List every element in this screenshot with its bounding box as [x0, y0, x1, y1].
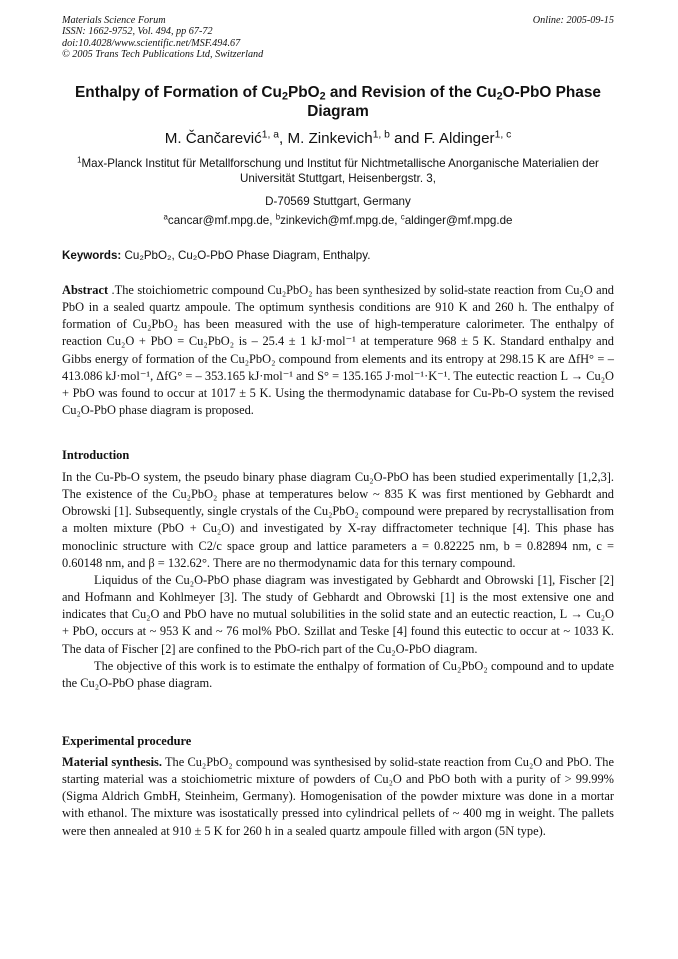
author-aldinger: and F. Aldinger — [389, 130, 495, 147]
material-synthesis-label: Material synthesis. — [62, 755, 162, 769]
journal-header — [62, 15, 614, 60]
abstract — [62, 282, 614, 419]
author-zinkevich: , M. Zinkevich — [279, 130, 373, 147]
experimental-body — [62, 754, 614, 840]
paragraph: Liquidus of the Cu₂O-PbO phase diagram was investigated by Gebhardt and Obrowski [1], Fischer [2] and Hofmann and Kohlmeyer [3]. The study of Gebhardt and Obrowski [1] is the most extensive one and indicates that Cu₂O and PbO have no mutual solubilities in the solid state and an eutectic reaction, L → Cu₂O + PbO, occurs at ~ 953 K and ~ 76 mol% PbO. Szillat and Teske [4] found this eutectic to occur at ~ 1033 K. The data of Fischer [2] are confined to the PbO-rich part of the Cu₂O-PbO diagram. — [62, 572, 614, 656]
introduction-body — [62, 469, 614, 692]
experimental-heading: Experimental procedure — [62, 734, 192, 748]
keywords-label: Keywords: — [62, 249, 122, 262]
affiliation: $^1$Max-Planck Institut für Metallforschung und Institut für Nichtmetallische Anorganische Materialien der Universität Stuttgart, Heisenbergstr. 3, — [77, 155, 599, 185]
abstract-text: .The stoichiometric compound Cu₂PbO₂ has been synthesized by solid-state reaction from Cu₂O and PbO in a sealed quartz ampoule. The optimum synthesis conditions are 910 K and 260 h. The enthalpy of formation of Cu₂PbO₂ has been measured with the use of high-temperature calorimeter. The enthalpy of reaction Cu₂O + PbO = Cu₂PbO₂ is – 25.4 ± 1 kJ·mol⁻¹ at temperature 968 ± 5 K. Standard enthalpy and Gibbs energy of formation of the Cu₂PbO₂ compound from elements and its entropy at 298.15 K are ΔfH° = – 413.086 kJ·mol⁻¹, ΔfG° = – 353.165 kJ·mol⁻¹ and S° = 135.165 J·mol⁻¹·K⁻¹. The eutectic reaction L → Cu₂O + PbO was found to occur at 1017 ± 5 K. Using the thermodynamic database for Cu-Pb-O system the revised Cu₂O-PbO phase diagram is proposed. — [62, 283, 614, 418]
email-addresses: $^a$cancar@mf.mpg.de, $^b$zinkevich@mf.mpg.de, $^c$aldinger@mf.mpg.de — [163, 212, 513, 227]
journal-name: Materials Science Forum — [62, 15, 166, 26]
abstract-label: Abstract — [62, 283, 109, 297]
copyright-line: © 2005 Trans Tech Publications Ltd, Switzerland — [62, 48, 264, 60]
online-date: Online: 2005-09-15 — [532, 15, 614, 26]
author-cancarevic: M. Čančarević — [164, 130, 262, 147]
paragraph: In the Cu-Pb-O system, the pseudo binary phase diagram Cu₂O-PbO has been studied experimentally [1,2,3]. The existence of the Cu₂PbO₂ phase at temperatures below ~ 835 K was first mentioned by Gebhardt and Obrowski [1]. Subsequently, single crystals of the Cu₂PbO₂ compound were prepared by recrystallisation from a molten mixture (PbO + Cu₂O) and investigated by X-ray diffractometer technique [4]. This phase has monoclinic structure with C2/c space group and lattice parameters a = 0.82225 nm, b = 0.82894 nm, c = 0.60148 nm, and β = 132.62°. There are no thermodynamic data for this ternary compound. — [62, 470, 614, 570]
affiliation-city: D-70569 Stuttgart, Germany — [265, 195, 411, 208]
paper-title: Enthalpy of Formation of $Cu_2PbO_2$ and Revision of the $Cu_2O$-PbO Phase Diagram — [75, 84, 601, 120]
keywords: Keywords: Cu₂PbO₂, Cu₂O-PbO Phase Diagram, Enthalpy. — [62, 249, 371, 262]
email-c[interactable]: aldinger@mf.mpg.de — [404, 214, 513, 227]
email-b[interactable]: zinkevich@mf.mpg.de, — [280, 214, 401, 227]
doi-line: doi:10.4028/www.scientific.net/MSF.494.67 — [62, 37, 241, 49]
paragraph: The objective of this work is to estimate the enthalpy of formation of Cu₂PbO₂ compound and to update the Cu₂O-PbO phase diagram. — [62, 658, 614, 690]
issn-line: ISSN: 1662-9752, Vol. 494, pp 67-72 — [62, 26, 213, 38]
email-a[interactable]: cancar@mf.mpg.de, — [167, 214, 276, 227]
material-synthesis-text: The Cu₂PbO₂ compound was synthesised by solid-state reaction from Cu₂O and PbO. The starting material was a stoichiometric mixture of powders of Cu₂O and PbO both with a purity of > 99.99% (Sigma Aldrich GmbH, Steinheim, Germany). Homogenisation of the powder mixture was done in a mortar with ethanol. The mixture was isostatically pressed into cylindrical pellets of ~ 400 mg in weight. The pallets were then annealed at 910 ± 5 K for 260 h in a sealed quartz ampoule filled with argon (5N type). — [62, 755, 615, 838]
introduction-heading: Introduction — [62, 448, 130, 462]
author-list: M. Čančarević$^{1, a}$, M. Zinkevich$^{1, b}$ and F. Aldinger$^{1, c}$ — [164, 129, 512, 147]
